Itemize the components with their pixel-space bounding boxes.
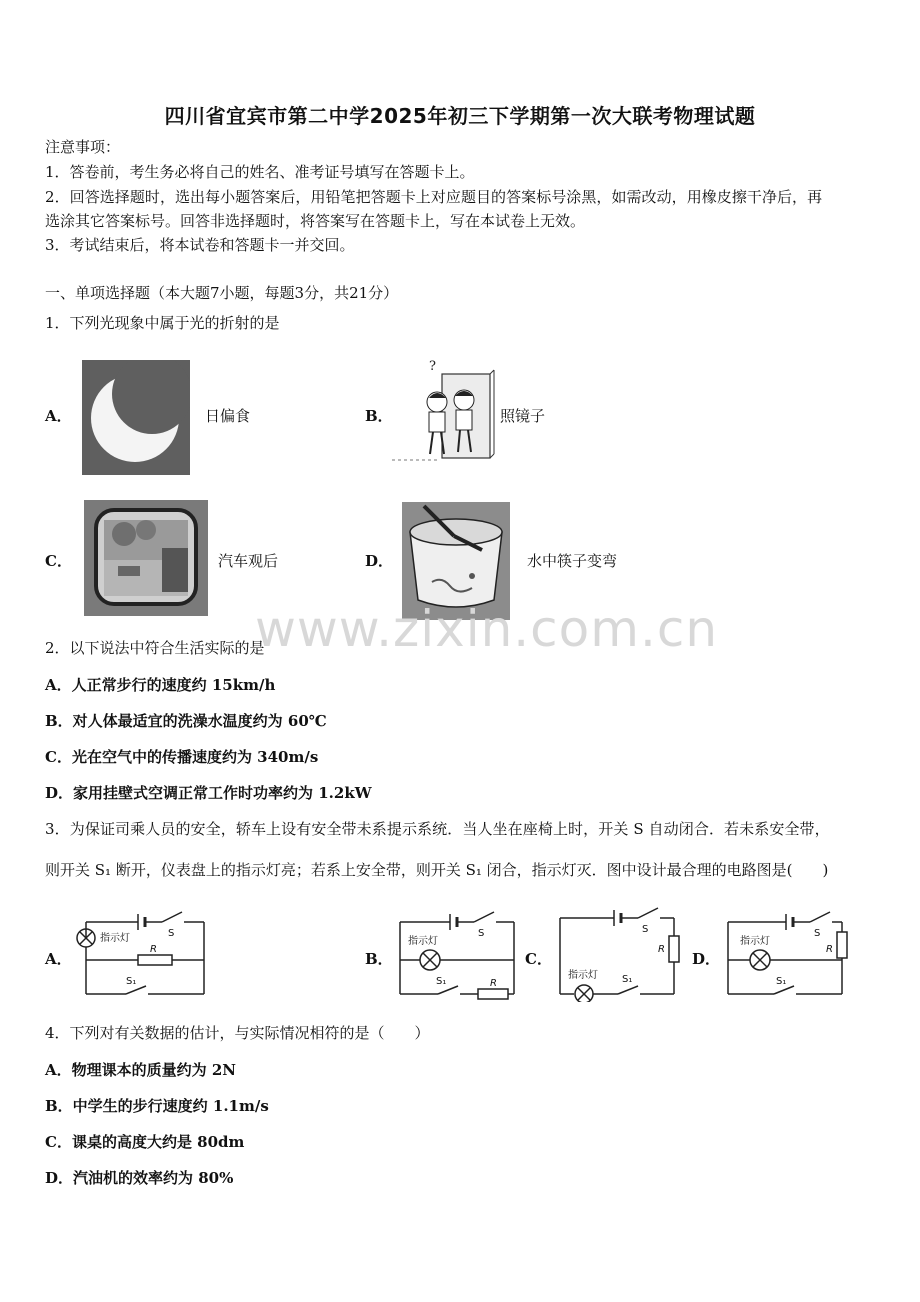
- car-mirror-image: [84, 500, 208, 616]
- q1-option-b-letter: B．: [365, 407, 393, 425]
- svg-text:R: R: [490, 978, 497, 989]
- svg-text:S: S: [642, 924, 649, 935]
- q1-option-a-caption: 日偏食: [205, 407, 251, 425]
- circuit-diagram-d: [722, 908, 852, 1000]
- svg-text:指示灯: 指示灯: [408, 936, 438, 947]
- question-4-stem: 4．下列对有关数据的估计，与实际情况相符的是（ ）: [45, 1024, 430, 1042]
- circuit-diagram-b: [394, 908, 520, 1000]
- q3-option-a-letter: A．: [45, 950, 72, 968]
- q4-option-a: A．物理课本的质量约为 2N: [45, 1061, 237, 1079]
- q3-option-c-letter: C．: [525, 950, 552, 968]
- svg-text:S₁: S₁: [436, 976, 447, 987]
- q2-option-b: B．对人体最适宜的洗澡水温度约为 60℃: [45, 712, 327, 730]
- svg-text:S₁: S₁: [776, 976, 787, 987]
- q2-option-d: D．家用挂壁式空调正常工作时功率约为 1.2kW: [45, 784, 372, 802]
- page-title: 四川省宜宾市第二中学2025年初三下学期第一次大联考物理试题: [164, 104, 756, 128]
- watermark: www.zixin.com.cn: [255, 600, 719, 658]
- q1-option-a-letter: A．: [45, 407, 72, 425]
- question-1-stem: 1．下列光现象中属于光的折射的是: [45, 314, 280, 332]
- svg-text:S: S: [478, 928, 485, 939]
- mirror-cartoon-image: [392, 358, 497, 466]
- notice-line-3: 选涂其它答案标号。回答非选择题时，将答案写在答题卡上，写在本试卷上无效。: [45, 212, 586, 230]
- q2-option-a: A．人正常步行的速度约 15km/h: [45, 676, 276, 694]
- svg-text:R: R: [150, 944, 157, 955]
- section-heading: 一、单项选择题（本大题7小题，每题3分，共21分）: [45, 284, 399, 302]
- solar-eclipse-image: [82, 360, 190, 475]
- q1-option-c-letter: C．: [45, 552, 72, 570]
- notice-heading: 注意事项：: [45, 138, 121, 156]
- svg-text:S: S: [814, 928, 821, 939]
- svg-text:指示灯: 指示灯: [100, 933, 130, 944]
- q1-option-b-caption: 照镜子: [500, 407, 546, 425]
- q1-option-d-caption: 水中筷子变弯: [527, 552, 618, 570]
- q4-option-d: D．汽油机的效率约为 80%: [45, 1169, 234, 1187]
- question-3-line-2: 则开关 S₁ 断开，仪表盘上的指示灯亮；若系上安全带，则开关 S₁ 闭合，指示灯灭．图中设计最合理的电路图是( ): [45, 861, 829, 879]
- q3-option-d-letter: D．: [692, 950, 721, 968]
- q2-option-c: C．光在空气中的传播速度约为 340m/s: [45, 748, 319, 766]
- svg-text:S₁: S₁: [126, 976, 137, 987]
- notice-line-4: 3．考试结束后，将本试卷和答题卡一并交回。: [45, 236, 355, 254]
- svg-text:指示灯: 指示灯: [568, 970, 598, 981]
- circuit-diagram-c: [556, 904, 684, 1002]
- circuit-diagram-a: [70, 908, 210, 1000]
- svg-text:R: R: [826, 944, 833, 955]
- svg-text:R: R: [658, 944, 665, 955]
- notice-line-2: 2．回答选择题时，选出每小题答案后，用铅笔把答题卡上对应题目的答案标号涂黑，如需改动，用橡皮擦干净后，再: [45, 188, 823, 206]
- svg-text:?: ?: [429, 359, 436, 374]
- q3-option-b-letter: B．: [365, 950, 393, 968]
- q4-option-b: B．中学生的步行速度约 1.1m/s: [45, 1097, 269, 1115]
- q1-option-c-caption: 汽车观后: [218, 552, 279, 570]
- q1-option-d-letter: D．: [365, 552, 394, 570]
- question-2-stem: 2．以下说法中符合生活实际的是: [45, 639, 265, 657]
- question-3-line-1: 3．为保证司乘人员的安全，轿车上设有安全带未系提示系统．当人坐在座椅上时，开关 S 自动闭合．若未系安全带，: [45, 820, 830, 838]
- svg-text:S₁: S₁: [622, 974, 633, 985]
- svg-text:指示灯: 指示灯: [740, 936, 770, 947]
- svg-text:S: S: [168, 928, 175, 939]
- q4-option-c: C．课桌的高度大约是 80dm: [45, 1133, 245, 1151]
- notice-line-1: 1．答卷前，考生务必将自己的姓名、准考证号填写在答题卡上。: [45, 163, 475, 181]
